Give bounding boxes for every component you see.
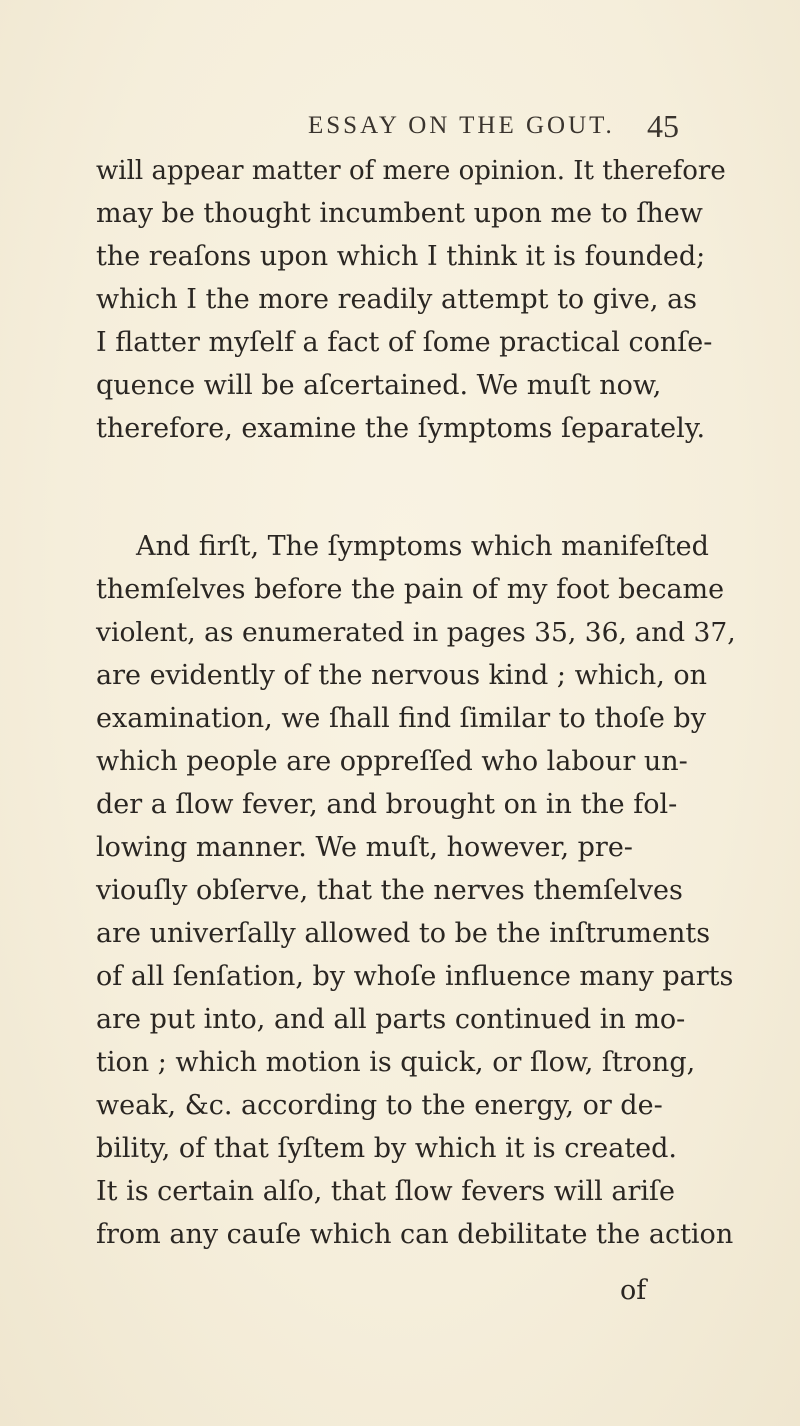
text-line: tion ; which motion is quick, or ſlow, ſtrong, xyxy=(96,1047,696,1078)
text-line: lowing manner. We muſt, however, pre- xyxy=(96,832,633,863)
text-line: bility, of that ſyſtem by which it is created. xyxy=(96,1133,678,1164)
text-line: I flatter myſelf a fact of ſome practical conſe- xyxy=(96,327,713,358)
text-line: of all ſenſation, by whoſe influence many parts xyxy=(96,961,734,992)
text-line: which I the more readily attempt to give, as xyxy=(96,284,698,315)
text-line: are evidently of the nervous kind ; which, on xyxy=(96,660,708,691)
text-line: examination, we ſhall find ſimilar to thoſe by xyxy=(96,703,706,734)
text-line: are put into, and all parts continued in mo- xyxy=(96,1004,686,1035)
catchword: of xyxy=(620,1275,647,1306)
text-line: will appear matter of mere opinion. It therefore xyxy=(96,156,726,186)
text-line: are univerſally allowed to be the inſtruments xyxy=(96,918,711,949)
text-line: weak, &c. according to the energy, or de- xyxy=(96,1090,663,1121)
text-line: It is certain alſo, that ſlow fevers will ariſe xyxy=(96,1176,675,1207)
text-line: the reaſons upon which I think it is founded; xyxy=(96,241,706,272)
text-line: viouſly obſerve, that the nerves themſelves xyxy=(96,875,683,906)
text-line: therefore, examine the ſymptoms ſeparately. xyxy=(96,413,706,444)
paragraph-start-line: And firſt, The ſymptoms which manifeſted xyxy=(136,531,709,562)
text-line: which people are oppreſſed who labour un- xyxy=(96,746,688,777)
page-number: 45 xyxy=(647,108,679,144)
running-head xyxy=(0,108,800,148)
text-line: from any cauſe which can debilitate the action xyxy=(96,1219,734,1250)
text-line: themſelves before the pain of my foot became xyxy=(96,574,725,605)
running-title: ESSAY ON THE GOUT. xyxy=(308,112,615,139)
text-line: may be thought incumbent upon me to ſhew xyxy=(96,198,703,229)
text-line: violent, as enumerated in pages 35, 36, and 37, xyxy=(96,617,736,648)
text-line: der a ſlow fever, and brought on in the fol- xyxy=(96,789,678,820)
text-line: quence will be aſcertained. We muſt now, xyxy=(96,370,662,401)
